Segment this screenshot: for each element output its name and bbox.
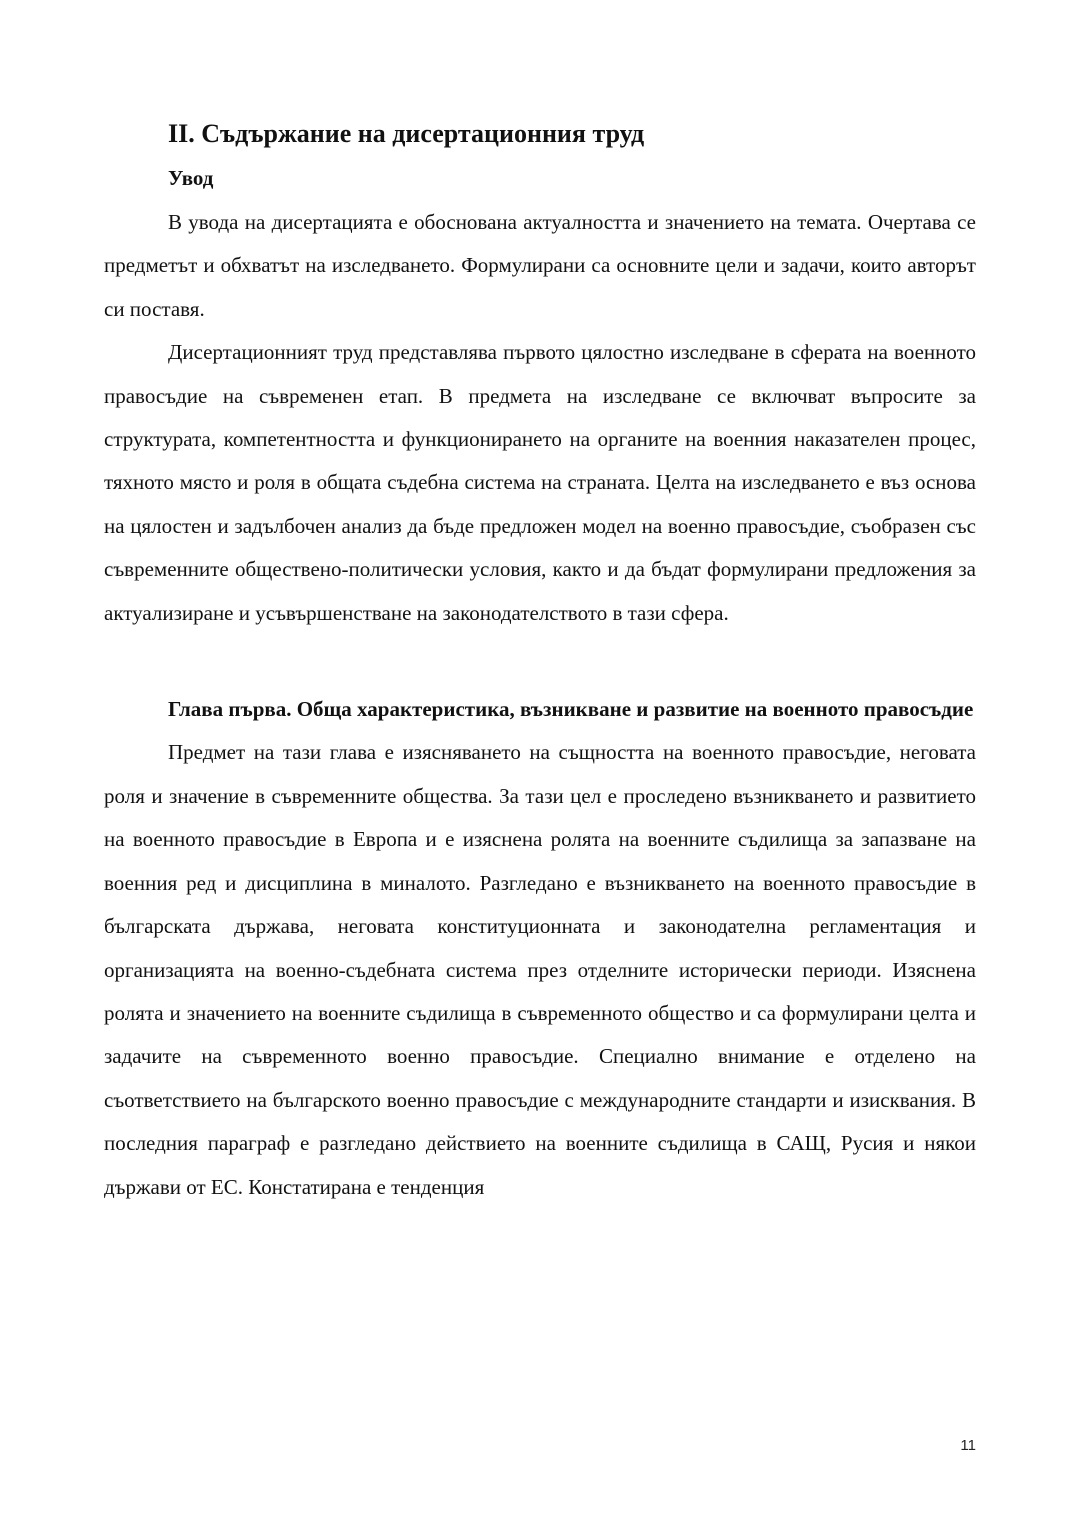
- chapter-paragraph: Предмет на тази глава е изясняването на същността на военното правосъдие, неговата роля и значение в съвременните общества. За тази цел е проследено възникването и развитието на военното правосъдие в Европа и е изяснена ролята на военните съдилища за запазване на военния ред и дисциплина в миналото. Разгледано е възникването на военното правосъдие в българската държава, неговата конституционната и законодателна регламентация и организацията на военно-съдебната система през отделните исторически периоди. Изяснена ролята и значението на военните съдилища в съвременното общество и са формулирани целта и задачите на съвременното военно правосъдие. Специално внимание е отделено на съответствието на българското военно правосъдие с международните стандарти и изисквания. В последния параграф е разгледано действието на военните съдилища в САЩ, Русия и някои държави от ЕС. Констатирана е тенденция: [104, 740, 976, 1199]
- intro-paragraph-2: Дисертационният труд представлява първото цялостно изследване в сферата на военното правосъдие на съвременен етап. В предмета на изследване се включват въпросите за структурата, компетентността и функционирането на органите на военния наказателен процес, тяхното място и роля в общата съдебна система на страната. Целта на изследването е въз основа на цялостен и задълбочен анализ да бъде предложен модел на военно правосъдие, съобразен със съвременните обществено-политически условия, както и да бъдат формулирани предложения за актуализиране и усъвършенстване на законодателството в тази сфера.: [104, 340, 976, 625]
- chapter-heading: Глава първа. Обща характеристика, възникване и развитие на военното правосъдие: [168, 697, 974, 722]
- intro-paragraph-1: В увода на дисертацията е обоснована актуалността и значението на темата. Очертава се предметът и обхватът на изследването. Формулирани са основните цели и задачи, които авторът си поставя.: [104, 210, 976, 321]
- intro-heading: Увод: [168, 166, 214, 190]
- section-title: II. Съдържание на дисертационния труд: [168, 119, 645, 148]
- document-page: [104, 108, 976, 1209]
- page-number: 11: [960, 1437, 976, 1454]
